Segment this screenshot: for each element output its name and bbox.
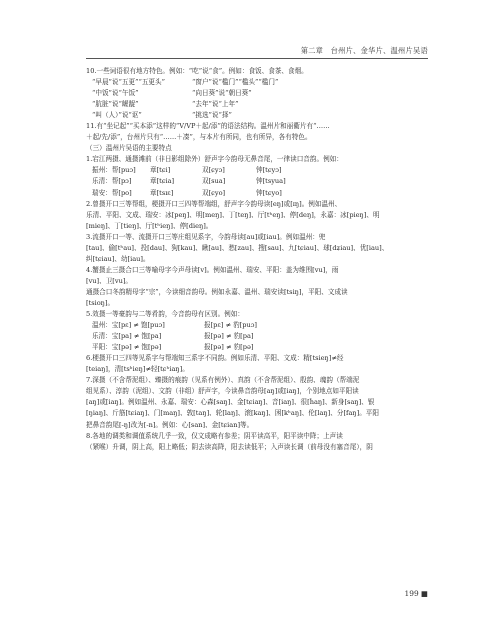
example-left: “叫（人）”说“讴” bbox=[92, 111, 142, 120]
sample-cell: 章[tɕia] bbox=[150, 177, 175, 186]
paragraph-line: 8.各地的调类和调值系统几乎一致，仅文成略有参差；阴平读高平，阳平读中降；上声读 bbox=[86, 431, 343, 440]
example-left: “肮脏”说“龌龊” bbox=[92, 100, 139, 109]
paragraph-line: 组见系）、淳韵（泥组）、文韵（非组）舒声字，今读鼻音韵母[aŋ]或[iaŋ]，个别地点如平阳读 bbox=[86, 387, 359, 396]
example-left: “中饭”说“午饭” bbox=[92, 89, 139, 98]
sample-cell: 双[sua] bbox=[202, 177, 226, 186]
page-number: 199 ■ bbox=[404, 589, 428, 598]
running-header: 第二章 台州片、金华片、温州片吴语 bbox=[300, 46, 428, 55]
paragraph-line: [tau]、偷[tʰau]、投[dau]、狗[kau]、瞅[au]、愁[zau]、搜[sau]、九[tɕiau]、球[dʑiau]、优[iau]、 bbox=[86, 243, 389, 252]
paragraph-line: 纠[tɕiau]、幼[iau]。 bbox=[86, 254, 150, 263]
paragraph-line: 11.有“坐记起”“买本添”这样的“V/VP＋起/添”的语法结构。温州片和丽衢片有“…… bbox=[86, 122, 330, 131]
paragraph-line: 2.曾摄开口三等帮组，梗摄开口三四等帮端组，舒声字今韵母读[eŋ]或[ɪŋ]。例如温州、 bbox=[86, 199, 342, 208]
example-right: “向日葵”说“朝日葵” bbox=[192, 89, 252, 98]
comparison-cell: 报[pɛ] ≠ 豹[puɔ] bbox=[204, 321, 257, 330]
example-pair-row bbox=[86, 99, 428, 110]
sample-cell: 双[ɕyɔ] bbox=[202, 166, 225, 175]
paragraph-line: 5.效摄一等豪韵与二等肴韵，今音韵母有区别。例如： bbox=[86, 310, 244, 319]
example-right: “窗户”说“槛门”“槛头”“槛门” bbox=[192, 78, 279, 87]
paragraph-line: 把鼻音韵尾[-ŋ]改为[-n]。例如：心[san]、金[tɕian]等。 bbox=[86, 420, 254, 429]
paragraph-line: [mieŋ]、丁[tieŋ]、厅[tʰieŋ]、停[dieŋ]。 bbox=[86, 221, 213, 230]
paragraph-line: [vu]、卫[vu]。 bbox=[86, 276, 133, 285]
sample-row bbox=[86, 188, 428, 199]
comparison-cell: 报[pə] ≠ 豹[pə] bbox=[204, 343, 254, 352]
example-right: “去年”说“上年” bbox=[192, 100, 239, 109]
example-pair-row bbox=[86, 77, 428, 88]
sample-cell: 振州：帮[puɔ] bbox=[92, 166, 136, 175]
comparison-row bbox=[86, 342, 428, 353]
paragraph-line: 4.蟹摄止三摄合口三等喻母字今声母读[v]。例如温州、瑞安、平阳：盖为维围[vu]，雨 bbox=[86, 265, 339, 274]
sample-cell: 乐清：帮[pɔ] bbox=[92, 177, 132, 186]
body-text bbox=[86, 66, 428, 453]
paragraph-line: 7.深摄（不含帮泥组）、臻摄的痕韵（见系有例外）、真韵（不含帮泥组）、殷韵、魂韵（帮端泥 bbox=[86, 376, 360, 385]
paragraph-line: ＋起/先/添”，台州片只有“……＋凑”，与本片有所同，也有所异，各有特色。 bbox=[86, 133, 312, 142]
paragraph-line: 1.宕江两摄、通摄滩前（非日影组除外）舒声字今韵母无鼻音尾，一律读口音韵。例如： bbox=[86, 155, 343, 164]
header-rule bbox=[86, 58, 428, 59]
comparison-row bbox=[86, 331, 428, 342]
sample-cell: 钟[tɕyo] bbox=[256, 188, 282, 197]
section-heading: （三）温州片吴语的主要特点 bbox=[86, 144, 172, 153]
sample-cell: 章[tsɪɛ] bbox=[150, 188, 174, 197]
sample-cell: 章[tɕi] bbox=[150, 166, 171, 175]
sample-row bbox=[86, 176, 428, 187]
paragraph-line: [ŋiaŋ]、斤筋[tɕiaŋ]、门[maŋ]、敦[taŋ]、轮[laŋ]、滚[kaŋ]、困[kʰaŋ]、伦[laŋ]、分[faŋ]。平阳 bbox=[86, 409, 379, 418]
sample-cell: 瑞安：帮[po] bbox=[92, 188, 132, 197]
paragraph-line: （紧喉）升调，阴上高，阳上略低；阴去读高降，阳去读低平；入声读长调（前母没有塞音尾），阴 bbox=[86, 442, 373, 451]
comparison-cell: 平阳：宝[pə] ≠ 饱[pə] bbox=[92, 343, 162, 352]
example-pair-row bbox=[86, 110, 428, 121]
paragraph-line: [aŋ]或[iaŋ]。例如温州、永嘉、瑞安：心森[saŋ]、金[tɕiaŋ]、音[iaŋ]、很[ĥaŋ]、新身[saŋ]、银 bbox=[86, 398, 375, 407]
comparison-cell: 报[pə] ≠ 豹[pa] bbox=[204, 332, 254, 341]
paragraph-line: 通摄合口冬韵精母字“宗”，今读细音韵母。例如永嘉、温州、瑞安读[tsiŋ]，平阳、文成读 bbox=[86, 287, 348, 296]
paragraph-line: [teiaŋ]，清[tsʰieŋ]≠轻[tɕʰiaŋ]。 bbox=[86, 365, 189, 374]
sample-cell: 钟[tɕyɔ] bbox=[256, 166, 282, 175]
sample-cell: 双[ɕyo] bbox=[202, 188, 226, 197]
comparison-row bbox=[86, 320, 428, 331]
paragraph-line: 3.流摄开口一等、流摄开口三等庄组见系字，今韵母读[au]或[iau]。例如温州：兜 bbox=[86, 232, 326, 241]
paragraph-line: 乐清、平阳、文成、瑞安：冰[peŋ]、明[meŋ]、丁[teŋ]、厅[tʰeŋ]、停[deŋ]，永嘉：冰[pieŋ]、明 bbox=[86, 210, 380, 219]
sample-cell: 钟[tsyua] bbox=[256, 177, 286, 186]
paragraph-line: [tsioŋ]。 bbox=[86, 298, 115, 307]
example-right: “挑选”说“择” bbox=[192, 111, 232, 120]
example-left: “早晨”说“五更”“五更头” bbox=[92, 78, 165, 87]
sample-row bbox=[86, 165, 428, 176]
paragraph-line: 6.梗摄开口三四等见系字与帮端知三系字不同韵。例如乐清、平阳、文成：精[tsieŋ]≠经 bbox=[86, 354, 344, 363]
example-pair-row bbox=[86, 88, 428, 99]
comparison-cell: 温州：宝[pɛ] ≠ 饱[puɔ] bbox=[92, 321, 165, 330]
comparison-cell: 乐清：宝[pa] ≠ 饱[pa] bbox=[92, 332, 162, 341]
paragraph-line: 10.一些词语很有地方特色。例如：“吃”说“食”。例如：食饭、食茶、食烟。 bbox=[86, 67, 308, 75]
